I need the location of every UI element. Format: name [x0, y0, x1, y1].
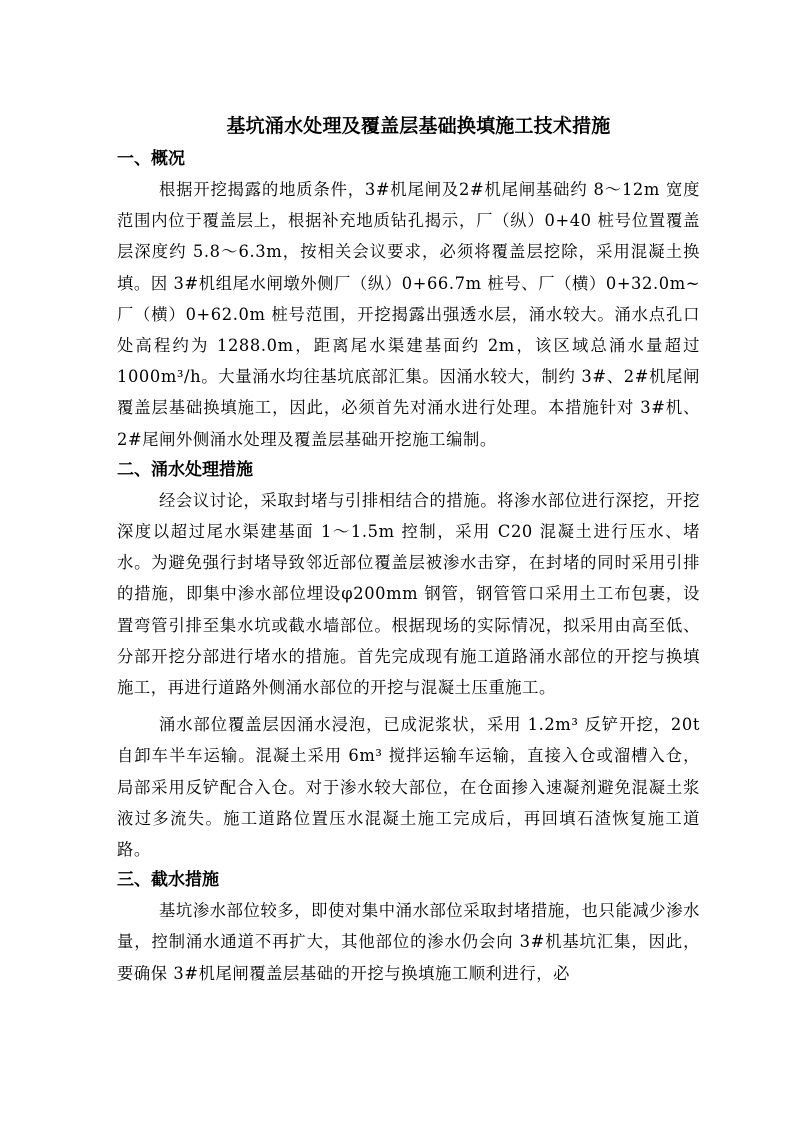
section-overview — [117, 144, 700, 455]
body-paragraph: 涌水部位覆盖层因涌水浸泡，已成泥浆状，采用 1.2m³ 反铲开挖，20t 自卸车半车运输。混凝土采用 6m³ 搅拌运输车运输，直接入仓或溜槽入仓，局部采用反铲配合入仓。对于渗水较大部位，在仓面掺入速凝剂避免混凝土浆液过多流失。施工道路位置压水混凝土施工完成后，再回填石渣恢复施工道路。 — [117, 715, 700, 860]
body-paragraph: 根据开挖揭露的地质条件，3#机尾闸及2#机尾闸基础约 8～12m 宽度范围内位于覆盖层上，根据补充地质钻孔揭示，厂（纵）0+40 桩号位置覆盖层深度约 5.8～6.3m，按相关会议要求，必须将覆盖层挖除，采用混凝土换填。因 3#机组尾水闸墩外侧厂（纵）0+66.7m 桩号、厂（横）0+32.0m~厂（横）0+62.0m 桩号范围，开挖揭露出强透水层，涌水较大。涌水点孔口处高程约为 1288.0m，距离尾水渠建基面约 2m，该区域总涌水量超过 1000m³/h。大量涌水均往基坑底部汇集。因涌水较大，制约 3#、2#机尾闸覆盖层基础换填施工，因此，必须首先对涌水进行处理。本措施针对 3#机、2#尾闸外侧涌水处理及覆盖层基础开挖施工编制。 — [117, 180, 700, 449]
body-paragraph: 经会议讨论，采取封堵与引排相结合的措施。将渗水部位进行深挖，开挖深度以超过尾水渠建基面 1～1.5m 控制，采用 C20 混凝土进行压水、堵水。为避免强行封堵导致邻近部位覆盖层被渗水击穿，在封堵的同时采用引排的措施，即集中渗水部位埋设φ200mm 钢管，钢管管口采用土工布包裹，设置弯管引排至集水坑或截水墙部位。根据现场的实际情况，拟采用由高至低、分部开挖分部进行堵水的措施。首先完成现有施工道路涌水部位的开挖与换填施工，再进行道路外侧涌水部位的开挖与混凝土压重施工。 — [117, 490, 700, 698]
section-heading: 一、概况 — [117, 149, 185, 169]
section-heading: 二、涌水处理措施 — [117, 459, 253, 480]
document-title: 基坑涌水处理及覆盖层基础换填施工技术措施 — [226, 115, 611, 137]
section-water-cutoff — [117, 865, 700, 989]
section-water-treatment — [117, 455, 700, 865]
section-heading: 三、截水措施 — [117, 870, 219, 891]
body-paragraph: 基坑渗水部位较多，即使对集中涌水部位采取封堵措施，也只能减少渗水量，控制涌水通道不再扩大，其他部位的渗水仍会向 3#机基坑汇集，因此，要确保 3#机尾闸覆盖层基础的开挖与换填施工顺利进行，必 — [117, 901, 700, 983]
